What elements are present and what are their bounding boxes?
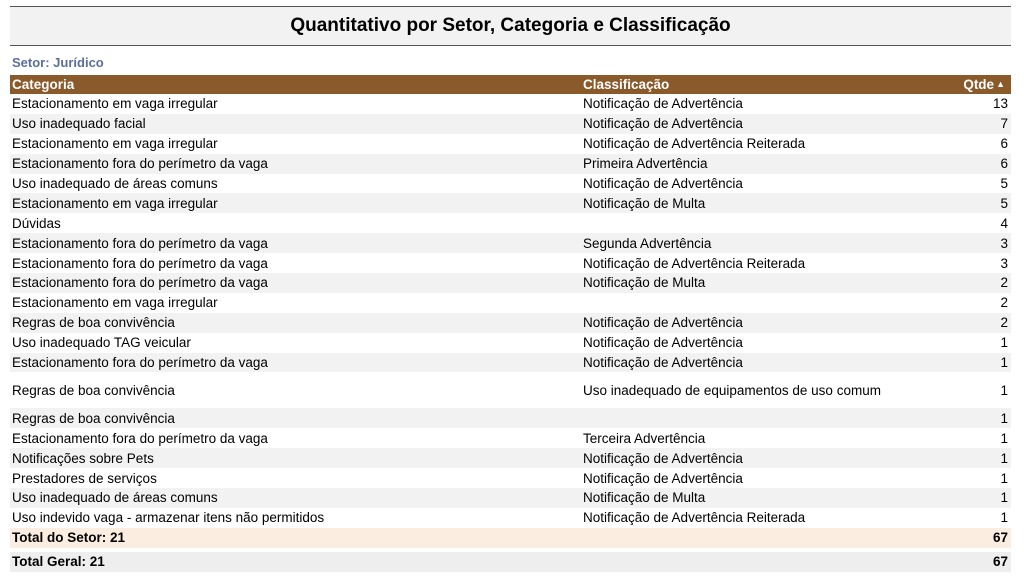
cell-category: Estacionamento fora do perímetro da vaga: [10, 273, 581, 293]
total-sector-value: 67: [929, 528, 1011, 548]
cell-classification: Notificação de Advertência Reiterada: [581, 508, 929, 528]
table-body: [10, 94, 1011, 528]
table-row[interactable]: [10, 508, 1011, 528]
cell-category: Estacionamento em vaga irregular: [10, 134, 581, 154]
table-row[interactable]: [10, 213, 1011, 233]
cell-category: Estacionamento fora do perímetro da vaga: [10, 233, 581, 253]
cell-qtde: 3: [929, 233, 1011, 253]
cell-category: Estacionamento fora do perímetro da vaga: [10, 353, 581, 373]
cell-qtde: 1: [929, 372, 1011, 408]
cell-category: Estacionamento fora do perímetro da vaga: [10, 154, 581, 174]
cell-classification: Terceira Advertência: [581, 428, 929, 448]
cell-category: Estacionamento em vaga irregular: [10, 193, 581, 213]
table-row[interactable]: [10, 448, 1011, 468]
cell-category: Prestadores de serviços: [10, 468, 581, 488]
cell-qtde: 4: [929, 213, 1011, 233]
cell-category: Estacionamento em vaga irregular: [10, 293, 581, 313]
cell-qtde: 5: [929, 193, 1011, 213]
table-row[interactable]: [10, 333, 1011, 353]
cell-category: Uso inadequado facial: [10, 114, 581, 134]
table-row[interactable]: [10, 253, 1011, 273]
cell-qtde: 7: [929, 114, 1011, 134]
report-title-bar: [10, 6, 1011, 46]
sort-ascending-icon: ▲: [996, 79, 1005, 89]
cell-qtde: 2: [929, 273, 1011, 293]
table-row[interactable]: [10, 353, 1011, 373]
cell-classification: Notificação de Advertência: [581, 174, 929, 194]
qtde-header-label: Qtde: [963, 77, 995, 92]
table-row[interactable]: [10, 408, 1011, 428]
cell-qtde: 1: [929, 448, 1011, 468]
cell-classification: [581, 408, 929, 428]
cell-category: Regras de boa convivência: [10, 408, 581, 428]
table-row[interactable]: [10, 428, 1011, 448]
cell-classification: Primeira Advertência: [581, 154, 929, 174]
total-general-value: 67: [929, 552, 1011, 572]
sector-label: Setor: Jurídico: [12, 55, 104, 70]
cell-qtde: 1: [929, 408, 1011, 428]
table-row[interactable]: [10, 372, 1011, 408]
cell-qtde: 2: [929, 313, 1011, 333]
cell-category: Uso indevido vaga - armazenar itens não permitidos: [10, 508, 581, 528]
cell-qtde: 1: [929, 468, 1011, 488]
table-row[interactable]: [10, 293, 1011, 313]
cell-qtde: 6: [929, 154, 1011, 174]
cell-classification: Notificação de Multa: [581, 273, 929, 293]
cell-classification: Notificação de Advertência: [581, 468, 929, 488]
cell-classification: Notificação de Advertência Reiterada: [581, 134, 929, 154]
table-row[interactable]: [10, 193, 1011, 213]
total-general-row: [10, 552, 1011, 572]
table-row[interactable]: [10, 273, 1011, 293]
cell-classification: [581, 293, 929, 313]
table-row[interactable]: [10, 233, 1011, 253]
table-row[interactable]: [10, 313, 1011, 333]
table-row[interactable]: [10, 114, 1011, 134]
table-row[interactable]: [10, 134, 1011, 154]
table-row[interactable]: [10, 488, 1011, 508]
cell-classification: Notificação de Multa: [581, 488, 929, 508]
cell-qtde: 1: [929, 333, 1011, 353]
cell-qtde: 13: [929, 94, 1011, 114]
report-table: [10, 75, 1011, 572]
column-header-category[interactable]: Categoria: [10, 75, 581, 94]
cell-classification: Notificação de Advertência: [581, 114, 929, 134]
total-sector-label: Total do Setor: 21: [10, 528, 929, 548]
column-header-classification[interactable]: Classificação: [581, 75, 929, 94]
cell-category: Uso inadequado TAG veicular: [10, 333, 581, 353]
cell-category: Regras de boa convivência: [10, 313, 581, 333]
cell-category: Dúvidas: [10, 213, 581, 233]
cell-classification: Notificação de Advertência: [581, 353, 929, 373]
cell-classification: [581, 213, 929, 233]
cell-qtde: 2: [929, 293, 1011, 313]
cell-classification: Notificação de Advertência: [581, 448, 929, 468]
cell-category: Uso inadequado de áreas comuns: [10, 174, 581, 194]
total-sector-row: [10, 528, 1011, 548]
cell-qtde: 1: [929, 428, 1011, 448]
cell-classification: Uso inadequado de equipamentos de uso comum: [581, 372, 929, 408]
table-row[interactable]: [10, 94, 1011, 114]
cell-classification: Notificação de Advertência: [581, 94, 929, 114]
cell-category: Regras de boa convivência: [10, 372, 581, 408]
cell-qtde: 1: [929, 488, 1011, 508]
cell-category: Notificações sobre Pets: [10, 448, 581, 468]
cell-qtde: 1: [929, 508, 1011, 528]
cell-classification: Notificação de Advertência: [581, 313, 929, 333]
cell-qtde: 5: [929, 174, 1011, 194]
cell-classification: Segunda Advertência: [581, 233, 929, 253]
cell-classification: Notificação de Advertência: [581, 333, 929, 353]
column-header-qtde[interactable]: [929, 75, 1011, 94]
table-header-row: [10, 75, 1011, 94]
cell-qtde: 6: [929, 134, 1011, 154]
cell-category: Estacionamento fora do perímetro da vaga: [10, 253, 581, 273]
table-row[interactable]: [10, 174, 1011, 194]
cell-qtde: 1: [929, 353, 1011, 373]
cell-classification: Notificação de Advertência Reiterada: [581, 253, 929, 273]
cell-category: Uso inadequado de áreas comuns: [10, 488, 581, 508]
total-general-label: Total Geral: 21: [10, 552, 929, 572]
cell-qtde: 3: [929, 253, 1011, 273]
table-row[interactable]: [10, 468, 1011, 488]
cell-category: Estacionamento em vaga irregular: [10, 94, 581, 114]
table-row[interactable]: [10, 154, 1011, 174]
cell-category: Estacionamento fora do perímetro da vaga: [10, 428, 581, 448]
cell-classification: Notificação de Multa: [581, 193, 929, 213]
report-title: Quantitativo por Setor, Categoria e Classificação: [290, 15, 731, 36]
